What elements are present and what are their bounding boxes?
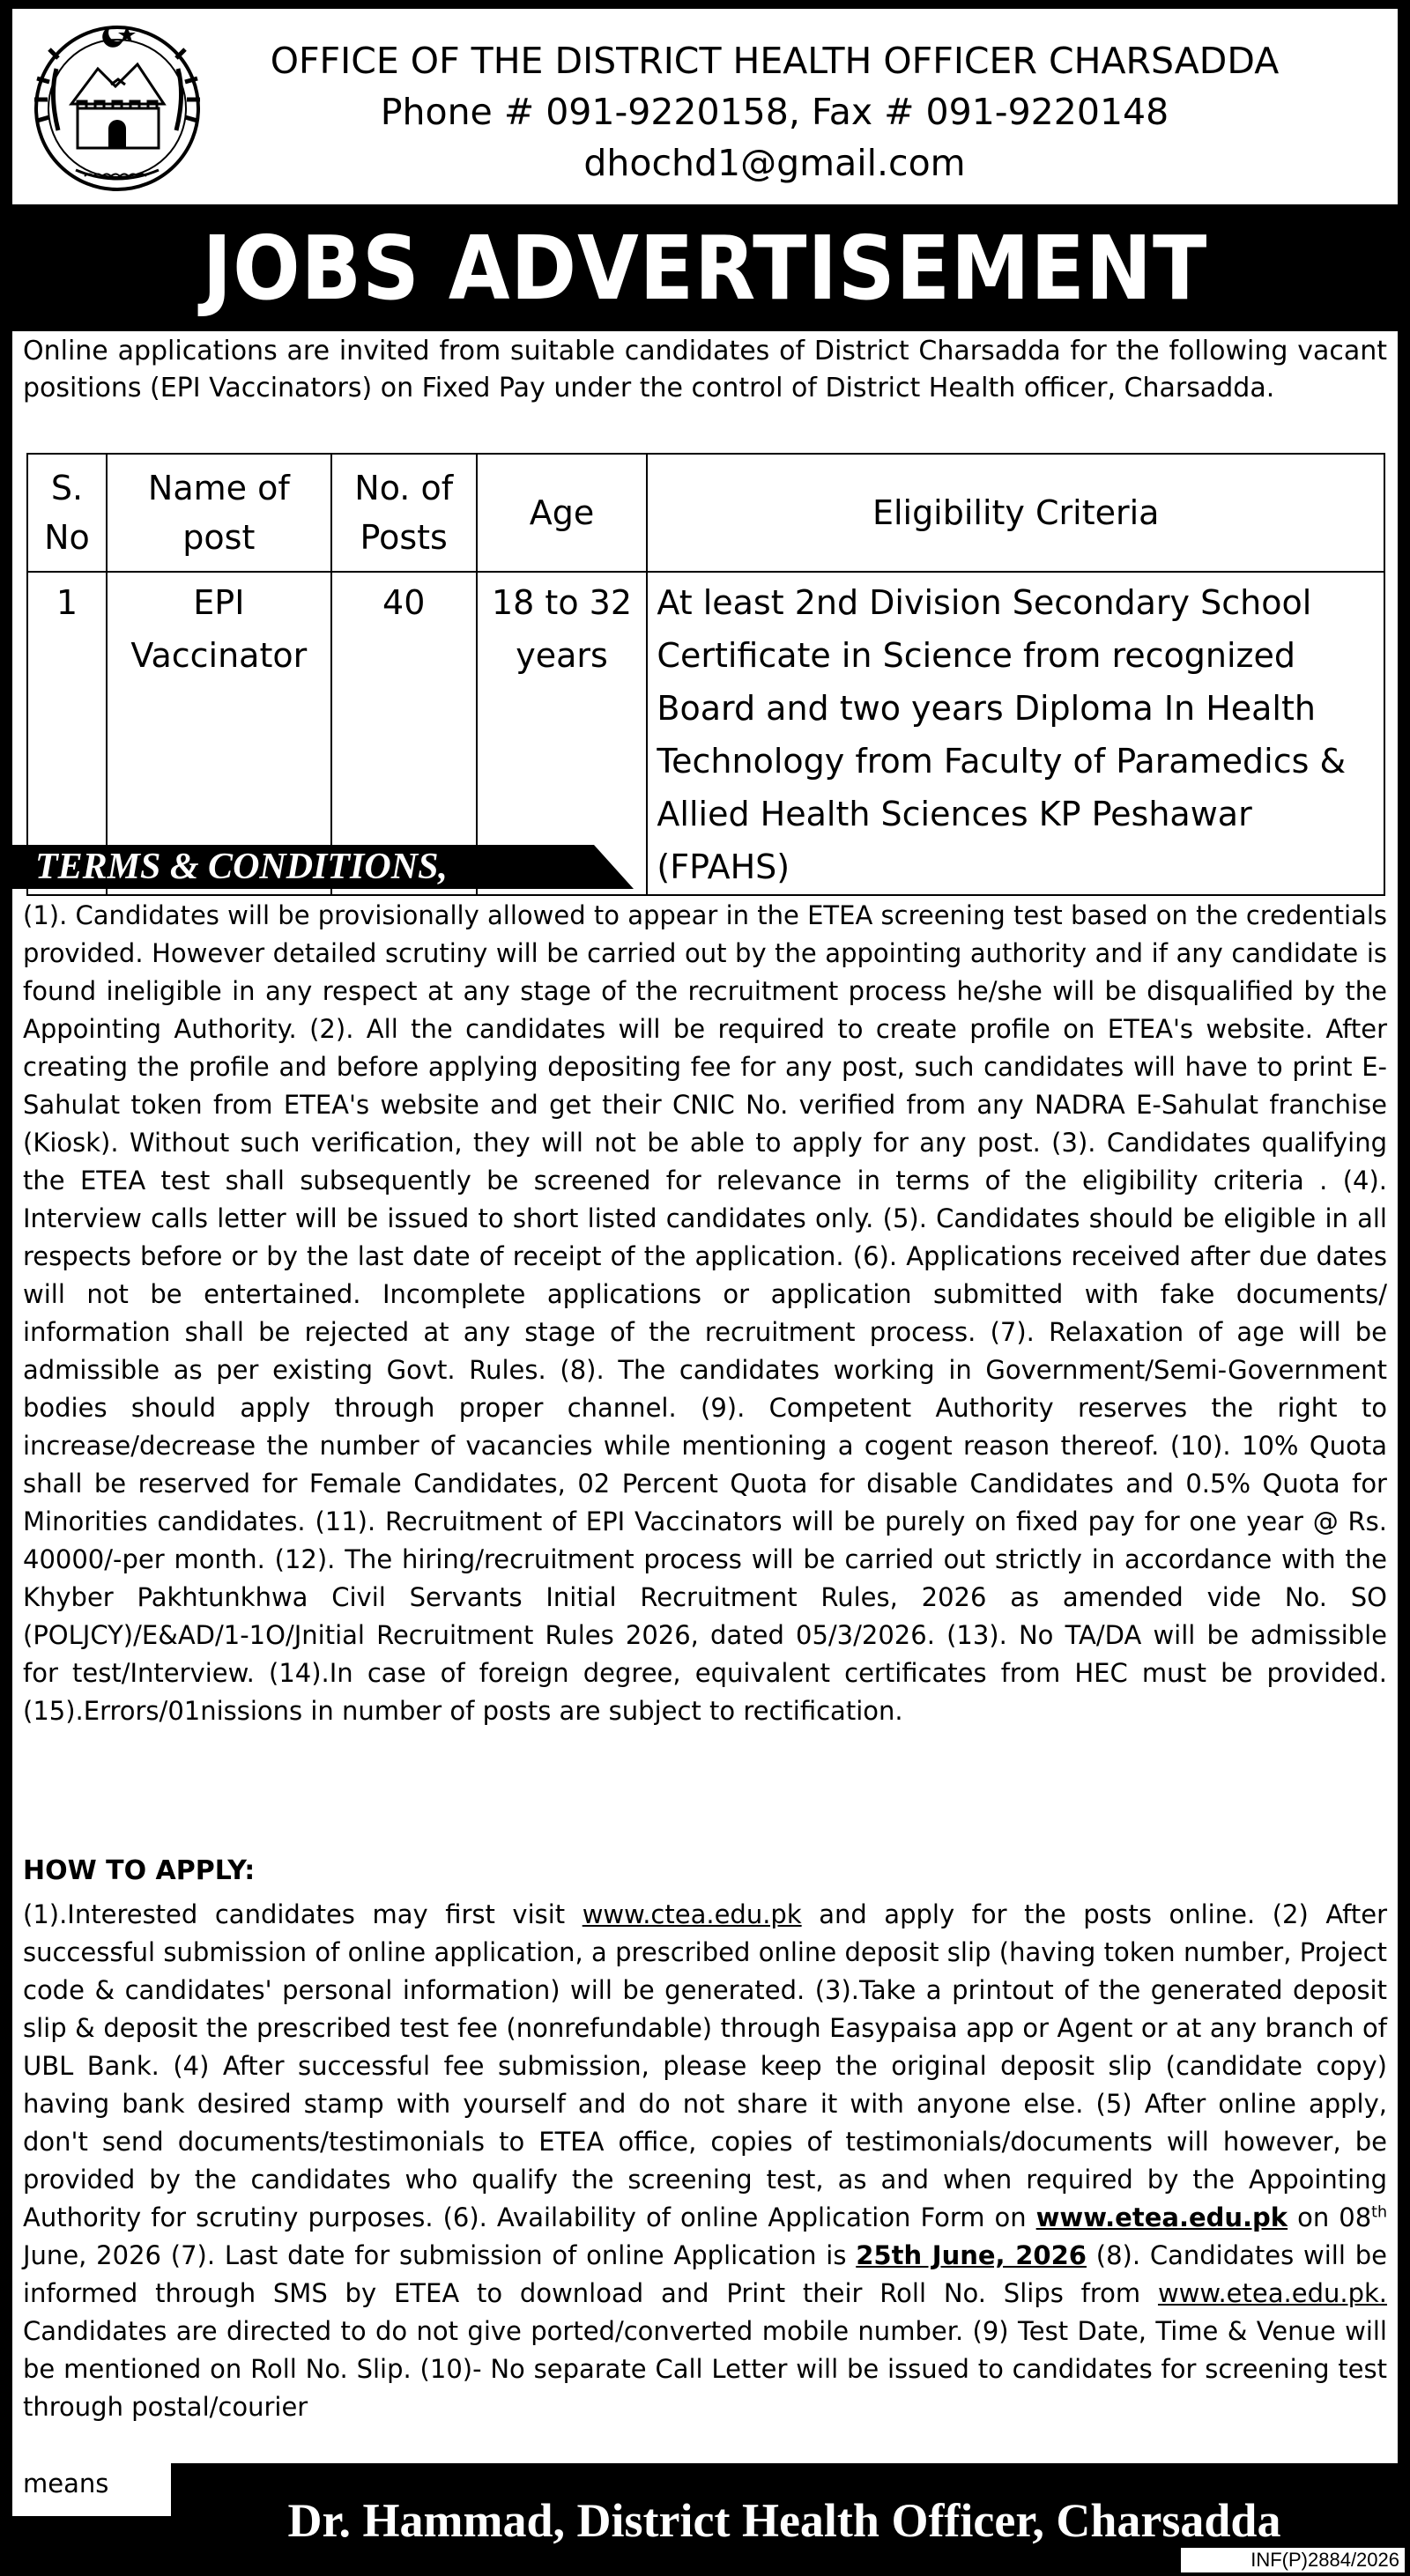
howto-text-2: and apply for the posts online. (2) After successful submission of online application, a prescribed online deposit slip (having token number, Project code & candidates' personal information) will be generated. (3).Take a printout of the generated deposit slip & deposit the prescribed test fee (nonrefundable) through Easypaisa app or Agent or at any branch of UBL Bank. (4) After successful fee submission, please keep the original deposit slip (candidate copy) having bank desired stamp with yourself and do not share it with anyone else. (5) After online apply, don't send documents/testimonials to ETEA office, copies of testimonials/documents will however, be provided by the candidates who qualify the screening test, as and when required by the Appointing Authority for scrutiny purposes. (6). Availability of online Application Form on	[23, 1899, 1387, 2232]
header-text	[224, 35, 1325, 189]
deadline-date: 25th June, 2026	[856, 2240, 1087, 2270]
col-post: Name of post	[107, 454, 331, 572]
advertisement-body	[12, 331, 1398, 2463]
vacancy-table	[26, 453, 1385, 896]
cell-post: EPI Vaccinator	[107, 572, 331, 895]
roll-no-link[interactable]: www.etea.edu.pk.	[1157, 2278, 1387, 2308]
signature: Dr. Hammad, District Health Officer, Charsadda	[287, 2494, 1281, 2547]
col-eligibility: Eligibility Criteria	[647, 454, 1384, 572]
reference-number: INF(P)2884/2026	[1250, 2549, 1399, 2571]
table-header-row	[27, 454, 1384, 572]
howto-text-5: (8). Candidates will be informed through SMS by ETEA to download and Print their Roll No. Slips from	[23, 2240, 1387, 2308]
cell-age: 18 to 32 years	[477, 572, 648, 895]
terms-heading-bar	[12, 845, 634, 889]
terms-heading: TERMS & CONDITIONS,	[35, 847, 448, 887]
etea-link[interactable]: www.etea.edu.pk	[1035, 2202, 1288, 2232]
cell-sno: 1	[27, 572, 107, 895]
reference-box	[1181, 2548, 1405, 2572]
col-sno: S. No	[27, 454, 107, 572]
col-posts: No. of Posts	[331, 454, 477, 572]
banner-title: JOBS ADVERTISEMENT	[202, 217, 1208, 320]
phone-fax: Phone # 091-9220158, Fax # 091-9220148	[380, 91, 1169, 133]
header	[12, 9, 1398, 204]
how-to-apply-paragraph	[23, 1896, 1387, 2426]
cell-posts: 40	[331, 572, 477, 895]
means-text: means	[23, 2469, 109, 2498]
kp-government-seal-icon	[23, 16, 212, 196]
howto-text-3: on 08	[1288, 2202, 1372, 2232]
howto-text-4: June, 2026 (7). Last date for submission of online Application is	[23, 2240, 857, 2270]
how-to-apply-heading: HOW TO APPLY:	[23, 1855, 256, 1886]
email: dhochd1@gmail.com	[583, 142, 966, 184]
means-cell	[12, 2463, 171, 2516]
intro-paragraph: Online applications are invited from suitable candidates of District Charsadda for the following vacant positions (EPI Vaccinators) on Fixed Pay under the control of District Health officer, Charsadda.	[23, 336, 1387, 403]
office-title: OFFICE OF THE DISTRICT HEALTH OFFICER CHARSADDA	[270, 40, 1280, 82]
howto-text-1: (1).Interested candidates may first visit	[23, 1899, 583, 1929]
ctea-link[interactable]: www.ctea.edu.pk	[582, 1899, 802, 1929]
howto-text-6: Candidates are directed to do not give ported/converted mobile number. (9) Test Date, Time & Venue will be mentioned on Roll No. Slip. (10)- No separate Call Letter will be issued to candidates for screening test through postal/courier	[23, 2316, 1387, 2422]
date-suffix: th	[1371, 2203, 1387, 2222]
terms-paragraph: (1). Candidates will be provisionally allowed to appear in the ETEA screening test based on the credentials provided. However detailed scrutiny will be carried out by the appointing authority and if any candidate is found ineligible in any respect at any stage of the recruitment process he/she will be disqualified by the Appointing Authority. (2). All the candidates will be required to create profile on ETEA's website. After creating the profile and before applying depositing fee for any post, such candidates will have to print E-Sahulat token from ETEA's website and get their CNIC No. verified from any NADRA E-Sahulat franchise (Kiosk). Without such verification, they will not be able to apply for any post. (3). Candidates qualifying the ETEA test shall subsequently be screened for relevance in terms of the eligibility criteria . (4). Interview calls letter will be issued to short listed candidates only. (5). Candidates should be eligible in all respects before or by the last date of receipt of the application. (6). Applications received after due dates will not be entertained. Incomplete applications or application submitted with fake documents/ information shall be rejected at any stage of the recruitment process. (7). Relaxation of age will be admissible as per existing Govt. Rules. (8). The candidates working in Government/Semi-Government bodies should apply through proper channel. (9). Competent Authority reserves the right to increase/decrease the number of vacancies while mentioning a cogent reason thereof. (10). 10% Quota shall be reserved for Female Candidates, 02 Percent Quota for disable Candidates and 0.5% Quota for Minorities candidates. (11). Recruitment of EPI Vaccinators will be purely on fixed pay for one year @ Rs. 40000/-per month. (12). The hiring/recruitment process will be carried out strictly in accordance with the Khyber Pakhtunkhwa Civil Servants Initial Recruitment Rules, 2026 as amended vide No. SO (POLJCY)/E&AD/1-1O/Jnitial Recruitment Rules 2026, dated 05/3/2026. (13). No TA/DA will be admissible for test/Interview. (14).In case of foreign degree, equivalent certificates from HEC must be provided. (15).Errors/01nissions in number of posts are subject to rectification.	[23, 900, 1387, 1726]
cell-eligibility: At least 2nd Division Secondary School Certificate in Science from recognized Board and two years Diploma In Health Technology from Faculty of Paramedics & Allied Health Sciences KP Peshawar (FPAHS)	[647, 572, 1384, 895]
col-age: Age	[477, 454, 648, 572]
